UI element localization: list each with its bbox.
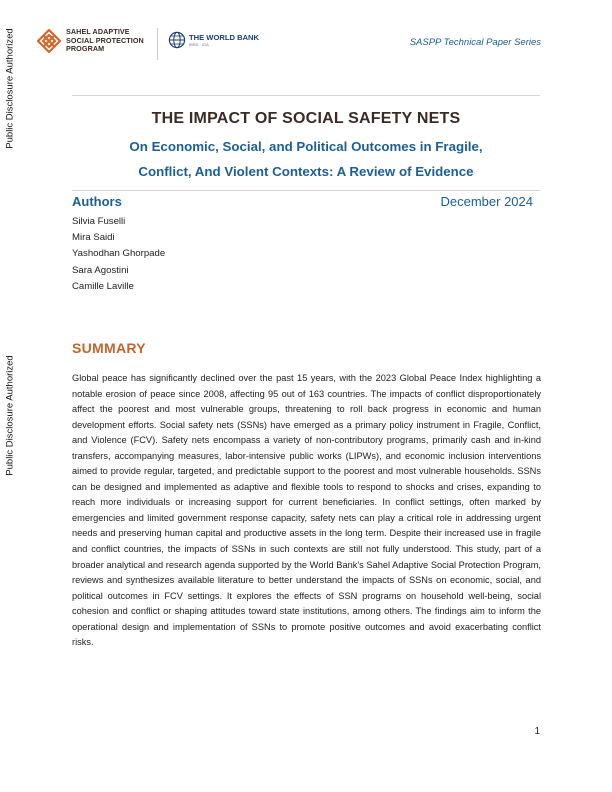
world-bank-logo <box>168 31 259 49</box>
logo-divider <box>157 28 158 60</box>
saspp-logo-text: SAHEL ADAPTIVE SOCIAL PROTECTION PROGRAM <box>66 27 144 54</box>
world-bank-name: THE WORLD BANK <box>189 33 260 42</box>
title-divider-bottom <box>72 190 540 191</box>
author-name: Sara Agostini <box>72 264 129 276</box>
author-name: Camille Laville <box>72 280 134 292</box>
page-number: 1 <box>534 726 540 737</box>
paper-subtitle: On Economic, Social, and Political Outcomes in Fragile, Conflict, And Violent Contexts: A Review of Evidence <box>129 139 483 179</box>
series-label: SASPP Technical Paper Series <box>409 37 541 48</box>
title-divider-top <box>72 95 540 96</box>
world-bank-subtitle: IBRD · IDA <box>189 42 209 47</box>
paper-title: THE IMPACT OF SOCIAL SAFETY NETS <box>151 110 461 127</box>
saspp-knot-icon <box>36 28 62 54</box>
disclosure-label-middle: Public Disclosure Authorized <box>4 355 16 476</box>
summary-paragraph: Global peace has significantly declined over the past 15 years, with the 2023 Global Peace Index highlighting a notable erosion of peace since 2008, affecting 95 out of 163 countries. The impacts of conflict disproportionately affect the poorest and most vulnerable groups, threatening to roll back progress in economic and human development efforts. Social safety nets (SSNs) have emerged as a primary policy instrument in Fragile, Conflict, and Violence (FCV). Safety nets encompass a variety of non-contributory programs, primarily cash and in-kind transfers, accompanying measures, labor-intensive public works (LIPWs), and economic inclusion interventions aimed to provide regular, targeted, and predictable support to the poorest and most vulnerable households. SSNs can be designed and implemented as adaptive and flexible tools to respond to shocks and crises, expanding to reach more individuals or increasing support for current beneficiaries. In conflict settings, often marked by emergencies and limited government response capacity, safety nets can play a critical role in addressing urgent needs and preserving human capital and productive assets in the long term. Despite their increased use in fragile and conflict countries, the impacts of SSNs in such contexts are still not fully understood. This study, part of a broader analytical and research agenda supported by the World Bank's Sahel Adaptive Social Protection Program, reviews and synthesizes available literature to better understand the impacts of SSNs on economic, social, and political outcomes in FCV settings. It explores the effects of SSN programs on household well-being, social cohesion and conflict or shaping attitudes toward state institutions, among others. The findings aim to inform the operational design and implementation of SSNs to promote positive outcomes and avoid exacerbating conflict risks. <box>72 373 541 648</box>
disclosure-label-top: Public Disclosure Authorized <box>4 28 16 149</box>
author-name: Yashodhan Ghorpade <box>72 248 166 260</box>
saspp-logo <box>36 28 144 54</box>
authors-heading: Authors <box>72 194 122 209</box>
globe-icon <box>168 31 186 49</box>
publication-date: December 2024 <box>440 194 533 209</box>
summary-heading: SUMMARY <box>72 340 146 356</box>
author-name: Mira Saidi <box>72 232 115 244</box>
author-name: Silvia Fuselli <box>72 216 126 227</box>
author-list <box>72 214 165 295</box>
